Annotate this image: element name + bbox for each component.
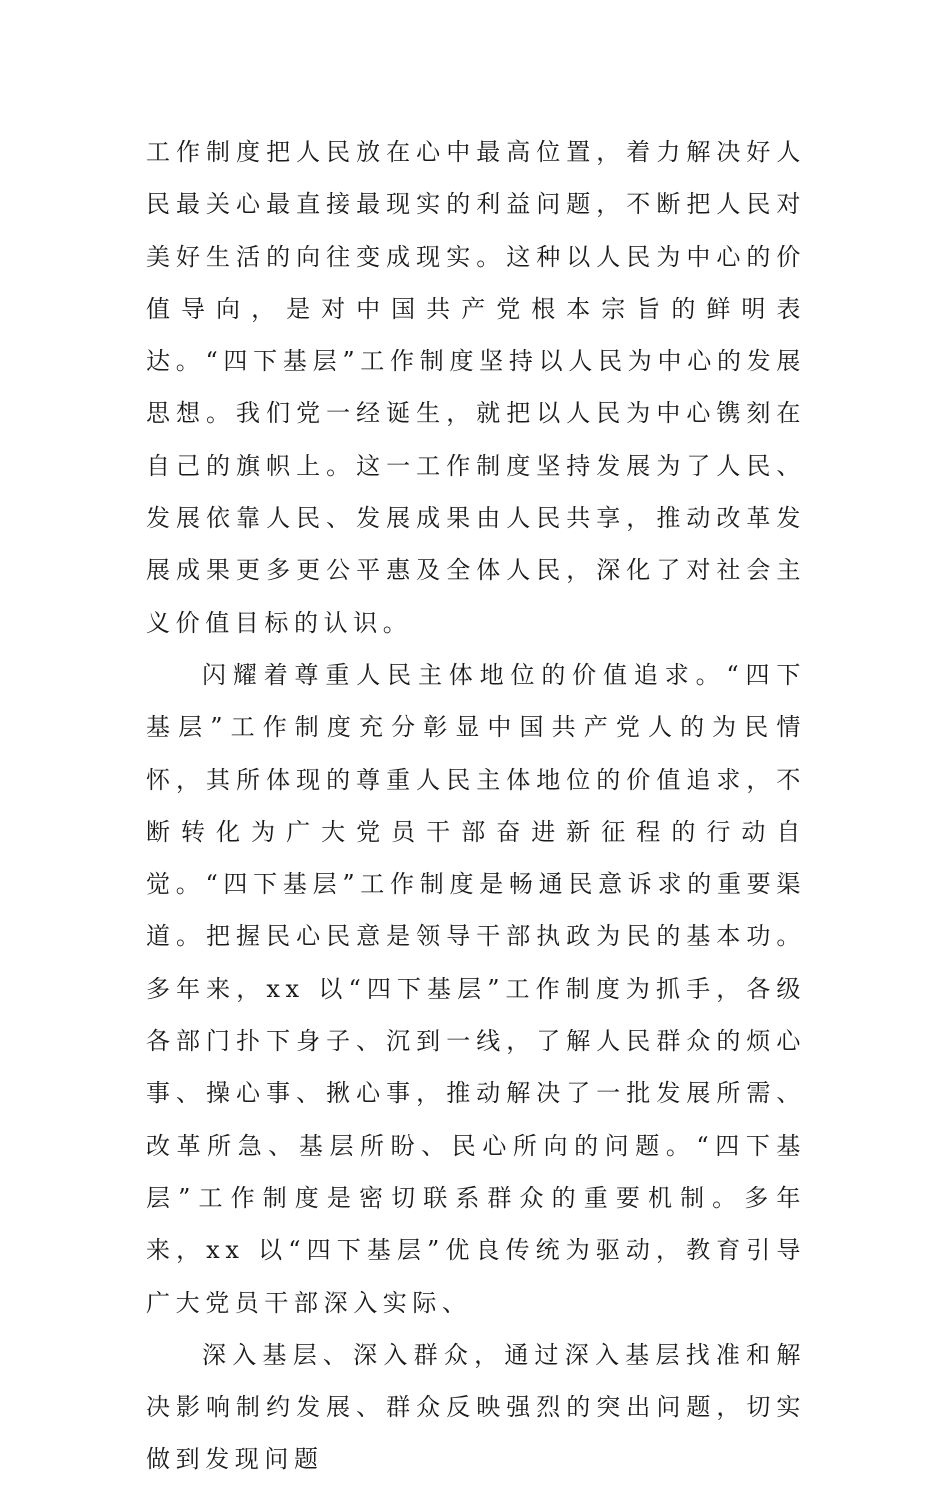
paragraph-1: 工作制度把人民放在心中最高位置，着力解决好人民最关心最直接最现实的利益问题，不断把人民对美好生活的向往变成现实。这种以人民为中心的价值导向，是对中国共产党根本宗旨的鲜明表达。“四下基层”工作制度坚持以人民为中心的发展思想。我们党一经诞生，就把以人民为中心镌刻在自己的旗帜上。这一工作制度坚持发展为了人民、发展依靠人民、发展成果由人民共享，推动改革发展成果更多更公平惠及全体人民，深化了对社会主义价值目标的认识。 — [146, 138, 806, 637]
paragraph-3: 深入基层、深入群众，通过深入基层找准和解决影响制约发展、群众反映强烈的突出问题，切实做到发现问题 — [146, 1340, 806, 1474]
paragraph-2: 闪耀着尊重人民主体地位的价值追求。“四下基层”工作制度充分彰显中国共产党人的为民情怀，其所体现的尊重人民主体地位的价值追求，不断转化为广大党员干部奋进新征程的行动自觉。“四下基层”工作制度是畅通民意诉求的重要渠道。把握民心民意是领导干部执政为民的基本功。多年来，xx 以“四下基层”工作制度为抓手，各级各部门扑下身子、沉到一线，了解人民群众的烦心事、操心事、揪心事，推动解决了一批发展所需、改革所急、基层所盼、民心所向的问题。“四下基层”工作制度是密切联系群众的重要机制。多年来，xx 以“四下基层”优良传统为驱动，教育引导广大党员干部深入实际、 — [146, 660, 806, 1317]
document-body — [146, 126, 806, 1486]
